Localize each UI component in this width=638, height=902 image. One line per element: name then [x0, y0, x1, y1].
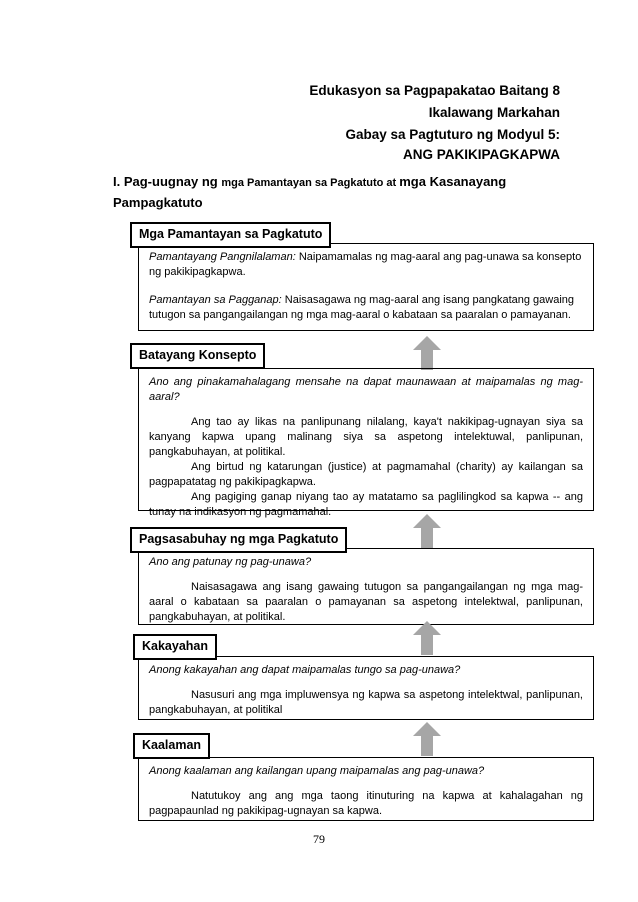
kakayahan-box: Anong kakayahan ang dapat maipamalas tungo sa pag-unawa? Nasusuri ang mga impluwensya ng kapwa sa aspetong intelektwal, panlipunan, pangkabuhayan, at politikal — [138, 656, 594, 720]
header-module-title: ANG PAKIKIPAGKAPWA — [402, 147, 560, 162]
header-title: Edukasyon sa Pagpapakatao Baitang 8 — [309, 83, 560, 98]
page-number: 79 — [313, 832, 325, 846]
up-arrow-icon — [413, 722, 441, 756]
kaalaman-tag: Kaalaman — [133, 733, 210, 759]
pagsasabuhay-box: Ano ang patunay ng pag-unawa? Naisasagawa ang isang gawaing tutugon sa pangangailangan ng mga mag-aaral o kabataan sa paaralan o pamayanan sa aspetong intelektwal, panlipunan, pangkabuhayan, at politikal. — [138, 548, 594, 625]
batayang-tag: Batayang Konsepto — [130, 343, 265, 369]
header-quarter: Ikalawang Markahan — [428, 105, 560, 120]
kakayahan-tag: Kakayahan — [133, 634, 217, 660]
batayang-box: Ano ang pinakamahalagang mensahe na dapat maunawaan at maipamalas ng mag-aaral? Ang tao ay likas na panlipunang nilalang, kaya't nakikipag-ugnayan siya sa kanyang kapwa upang malinang siya sa aspetong intelektuwal, panlipunan, pangkabuhayan, at politikal. Ang birtud ng katarungan (justice) at pagmamahal (charity) ay kailangan sa pagpapatatag ng pakikipagkapwa. Ang pagiging ganap niyang tao ay matatamo sa paglilingkod sa kapwa -- ang tunay na indikasyon ng pagmamahal. — [138, 368, 594, 511]
header-guide: Gabay sa Pagtuturo ng Modyul 5: — [345, 127, 560, 142]
pamantayan-tag: Mga Pamantayan sa Pagkatuto — [130, 222, 331, 248]
up-arrow-icon — [413, 336, 441, 370]
kaalaman-box: Anong kaalaman ang kailangan upang maipamalas ang pag-unawa? Natutukoy ang ang mga taong itinuturing na kapwa at kahalagahan ng pagpapaunlad ng pakikipag-ugnayan sa kapwa. — [138, 757, 594, 821]
pagsasabuhay-tag: Pagsasabuhay ng mga Pagkatuto — [130, 527, 347, 553]
pamantayan-box: Pamantayang Pangnilalaman: Naipamamalas ng mag-aaral ang pag-unawa sa konsepto ng pakikipagkapwa. Pamantayan sa Pagganap: Naisasagawa ng mag-aaral ang isang pangkatang gawaing tutugon sa pangangailangan ng mga mag-aaral o kabataan sa paaralan o pamayanan. — [138, 243, 594, 331]
section-heading: I. Pag-uugnay ng mga Pamantayan sa Pagkatuto at mga Kasanayang Pampagkatuto — [113, 174, 507, 210]
up-arrow-icon — [413, 621, 441, 655]
up-arrow-icon — [413, 514, 441, 548]
